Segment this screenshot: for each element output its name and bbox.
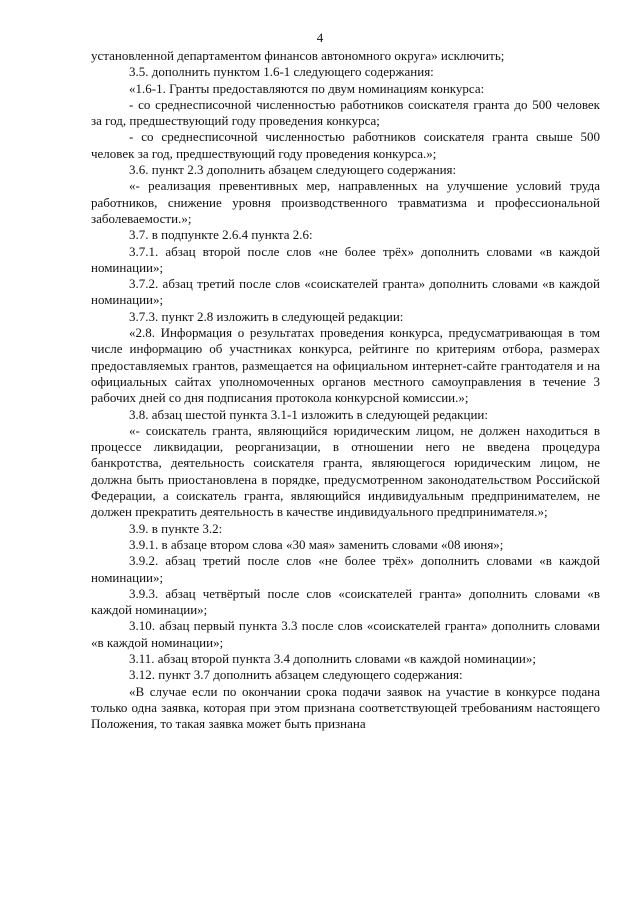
paragraph: - со среднесписочной численностью работников соискателя гранта свыше 500 человек за год, предшествующий году проведения конкурса.»; <box>91 129 600 161</box>
paragraph: - со среднесписочной численностью работников соискателя гранта до 500 человек за год, предшествующий году проведения конкурса; <box>91 96 600 129</box>
paragraph: «- соискатель гранта, являющийся юридическим лицом, не должен находиться в процессе ликвидации, реорганизации, в отношении него не введена процедура банкротства, деятельность соискателя гранта, являющегося юридическим лицом, не должна быть приостановлена в порядке, предусмотренном законодательством Российской Федерации, а соискатель гранта, являющийся индивидуальным предпринимателем, не должен прекратить деятельность в качестве индивидуального предпринимателя.»; <box>91 422 600 520</box>
paragraph: 3.10. абзац первый пункта 3.3 после слов «соискателей гранта» дополнить словами «в каждой номинации»; <box>91 618 600 650</box>
paragraph: 3.7. в подпункте 2.6.4 пункта 2.6: <box>129 227 313 243</box>
paragraph: «- реализация превентивных мер, направленных на улучшение условий труда работников, снижение уровня производственного травматизма и профессиональной заболеваемости.»; <box>91 178 600 226</box>
paragraph: 3.9. в пункте 3.2: <box>129 520 223 536</box>
paragraph: «1.6-1. Гранты предоставляются по двум номинациям конкурса: <box>129 80 485 96</box>
paragraph: 3.9.1. в абзаце втором слова «30 мая» заменить словами «08 июня»; <box>129 536 504 552</box>
paragraph: 3.12. пункт 3.7 дополнить абзацем следующего содержания: <box>129 667 463 683</box>
paragraph: 3.8. абзац шестой пункта 3.1-1 изложить в следующей редакции: <box>129 406 488 422</box>
paragraph: 3.9.2. абзац третий после слов «не более трёх» дополнить словами «в каждой номинации»; <box>91 553 600 585</box>
paragraph: 3.11. абзац второй пункта 3.4 дополнить словами «в каждой номинации»; <box>129 650 536 666</box>
document-body <box>91 48 600 732</box>
paragraph: установленной департаментом финансов автономного округа» исключить; <box>91 48 505 63</box>
paragraph: 3.7.3. пункт 2.8 изложить в следующей редакции: <box>129 308 404 324</box>
paragraph: 3.6. пункт 2.3 дополнить абзацем следующего содержания: <box>129 162 457 178</box>
page-number: 4 <box>316 30 324 45</box>
paragraph: 3.7.1. абзац второй после слов «не более трёх» дополнить словами «в каждой номинации»; <box>91 243 600 275</box>
paragraph: «2.8. Информация о результатах проведения конкурса, предусматривающая в том числе информацию об участниках конкурса, рейтинге по критериям отбора, размерах предоставляемых грантов, размещается на официальном интернет-сайте грантодателя и на официальных сайтах уполномоченных органов местного самоуправления в течение 3 рабочих дней со дня подписания протокола конкурсной комиссии.»; <box>91 325 600 406</box>
paragraph: «В случае если по окончании срока подачи заявок на участие в конкурсе подана только одна заявка, которая при этом признана соответствующей требованиям настоящего Положения, то такая заявка может быть признана <box>91 683 600 732</box>
paragraph: 3.9.3. абзац четвёртый после слов «соискателей гранта» дополнить словами «в каждой номинации»; <box>91 585 600 618</box>
paragraph: 3.5. дополнить пунктом 1.6-1 следующего содержания: <box>129 64 434 80</box>
paragraph: 3.7.2. абзац третий после слов «соискателей гранта» дополнить словами «в каждой номинации»; <box>91 276 600 308</box>
